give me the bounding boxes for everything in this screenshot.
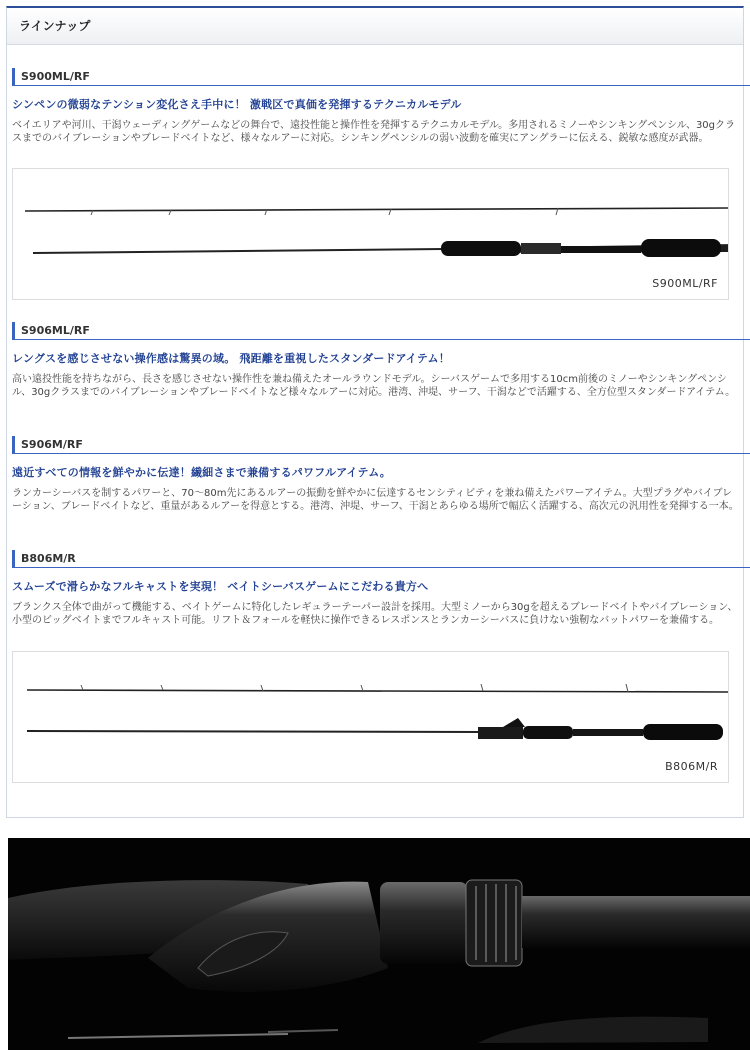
model-name: B806M/R bbox=[12, 550, 750, 568]
model-name: S906M/RF bbox=[12, 436, 750, 454]
model-section-s900ml-rf bbox=[12, 68, 750, 145]
spinning-rod-illustration bbox=[13, 169, 728, 299]
rod-image-label: B806M/R bbox=[665, 760, 718, 773]
model-description: ブランクス全体で曲がって機能する、ベイトゲームに特化したレギュラーテーパー設計を採用。大型ミノーから30gを超えるブレードベイトやバイブレーション、小型のビッグベイトまでフルキャスト可能。リフト＆フォールを軽快に操作できるレスポンスとランカーシーバスに負けない強靭なバットパワーを兼備する。 bbox=[12, 602, 738, 626]
model-section-s906ml-rf bbox=[12, 322, 750, 399]
model-description: ランカーシーバスを制するパワーと、70〜80m先にあるルアーの振動を鮮やかに伝達するセンシティビティを兼ね備えたパワーアイテム。大型プラグやバイブレーション、ブレードベイトなど、重量があるルアーを得意とする。港湾、沖堤、サーフ、干潟とあらゆる場所で幅広く活躍する、高次元の汎用性を発揮する一本。 bbox=[12, 488, 739, 512]
reel-seat-closeup-photo bbox=[8, 838, 750, 1050]
rod-image-b806m-r bbox=[12, 651, 729, 783]
rod-image-label: S900ML/RF bbox=[652, 277, 718, 290]
casting-rod-illustration bbox=[13, 652, 728, 782]
model-name: S900ML/RF bbox=[12, 68, 750, 86]
model-section-b806m-r bbox=[12, 550, 750, 627]
model-catchphrase: シンペンの微弱なテンション変化さえ手中に！ 激戦区で真価を発揮するテクニカルモデル bbox=[12, 98, 462, 111]
model-catchphrase: スムーズで滑らかなフルキャストを実現！ ベイトシーバスゲームにこだわる貴方へ bbox=[12, 580, 429, 593]
lineup-title: ラインナップ bbox=[7, 8, 743, 45]
model-description: 高い遠投性能を持ちながら、長さを感じさせない操作性を兼ね備えたオールラウンドモデル。シーバスゲームで多用する10cm前後のミノーやシンキングペンシル、30gクラスまでのバイブレーションやブレードベイトなど様々なルアーに対応。港湾、沖堤、サーフ、干潟などで活躍する、全方位型スタンダードアイテム。 bbox=[12, 374, 736, 398]
model-catchphrase: レングスを感じさせない操作感は驚異の域。 飛距離を重視したスタンダードアイテム！ bbox=[12, 352, 450, 365]
model-description: ベイエリアや河川、干潟ウェーディングゲームなどの舞台で、遠投性能と操作性を発揮するテクニカルモデル。多用されるミノーやシンキングペンシル、30gクラスまでのバイブレーションやブレードベイトなど、様々なルアーに対応。シンキングペンシルの弱い波動を確実にアングラーに伝える、鋭敏な感度が武器。 bbox=[12, 120, 736, 144]
reel-seat-closeup-illustration bbox=[8, 838, 750, 1050]
model-catchphrase: 遠近すべての情報を鮮やかに伝達！繊細さまで兼備するパワフルアイテム。 bbox=[12, 466, 391, 479]
rod-image-s900ml-rf bbox=[12, 168, 729, 300]
model-name: S906ML/RF bbox=[12, 322, 750, 340]
model-section-s906m-rf bbox=[12, 436, 750, 513]
